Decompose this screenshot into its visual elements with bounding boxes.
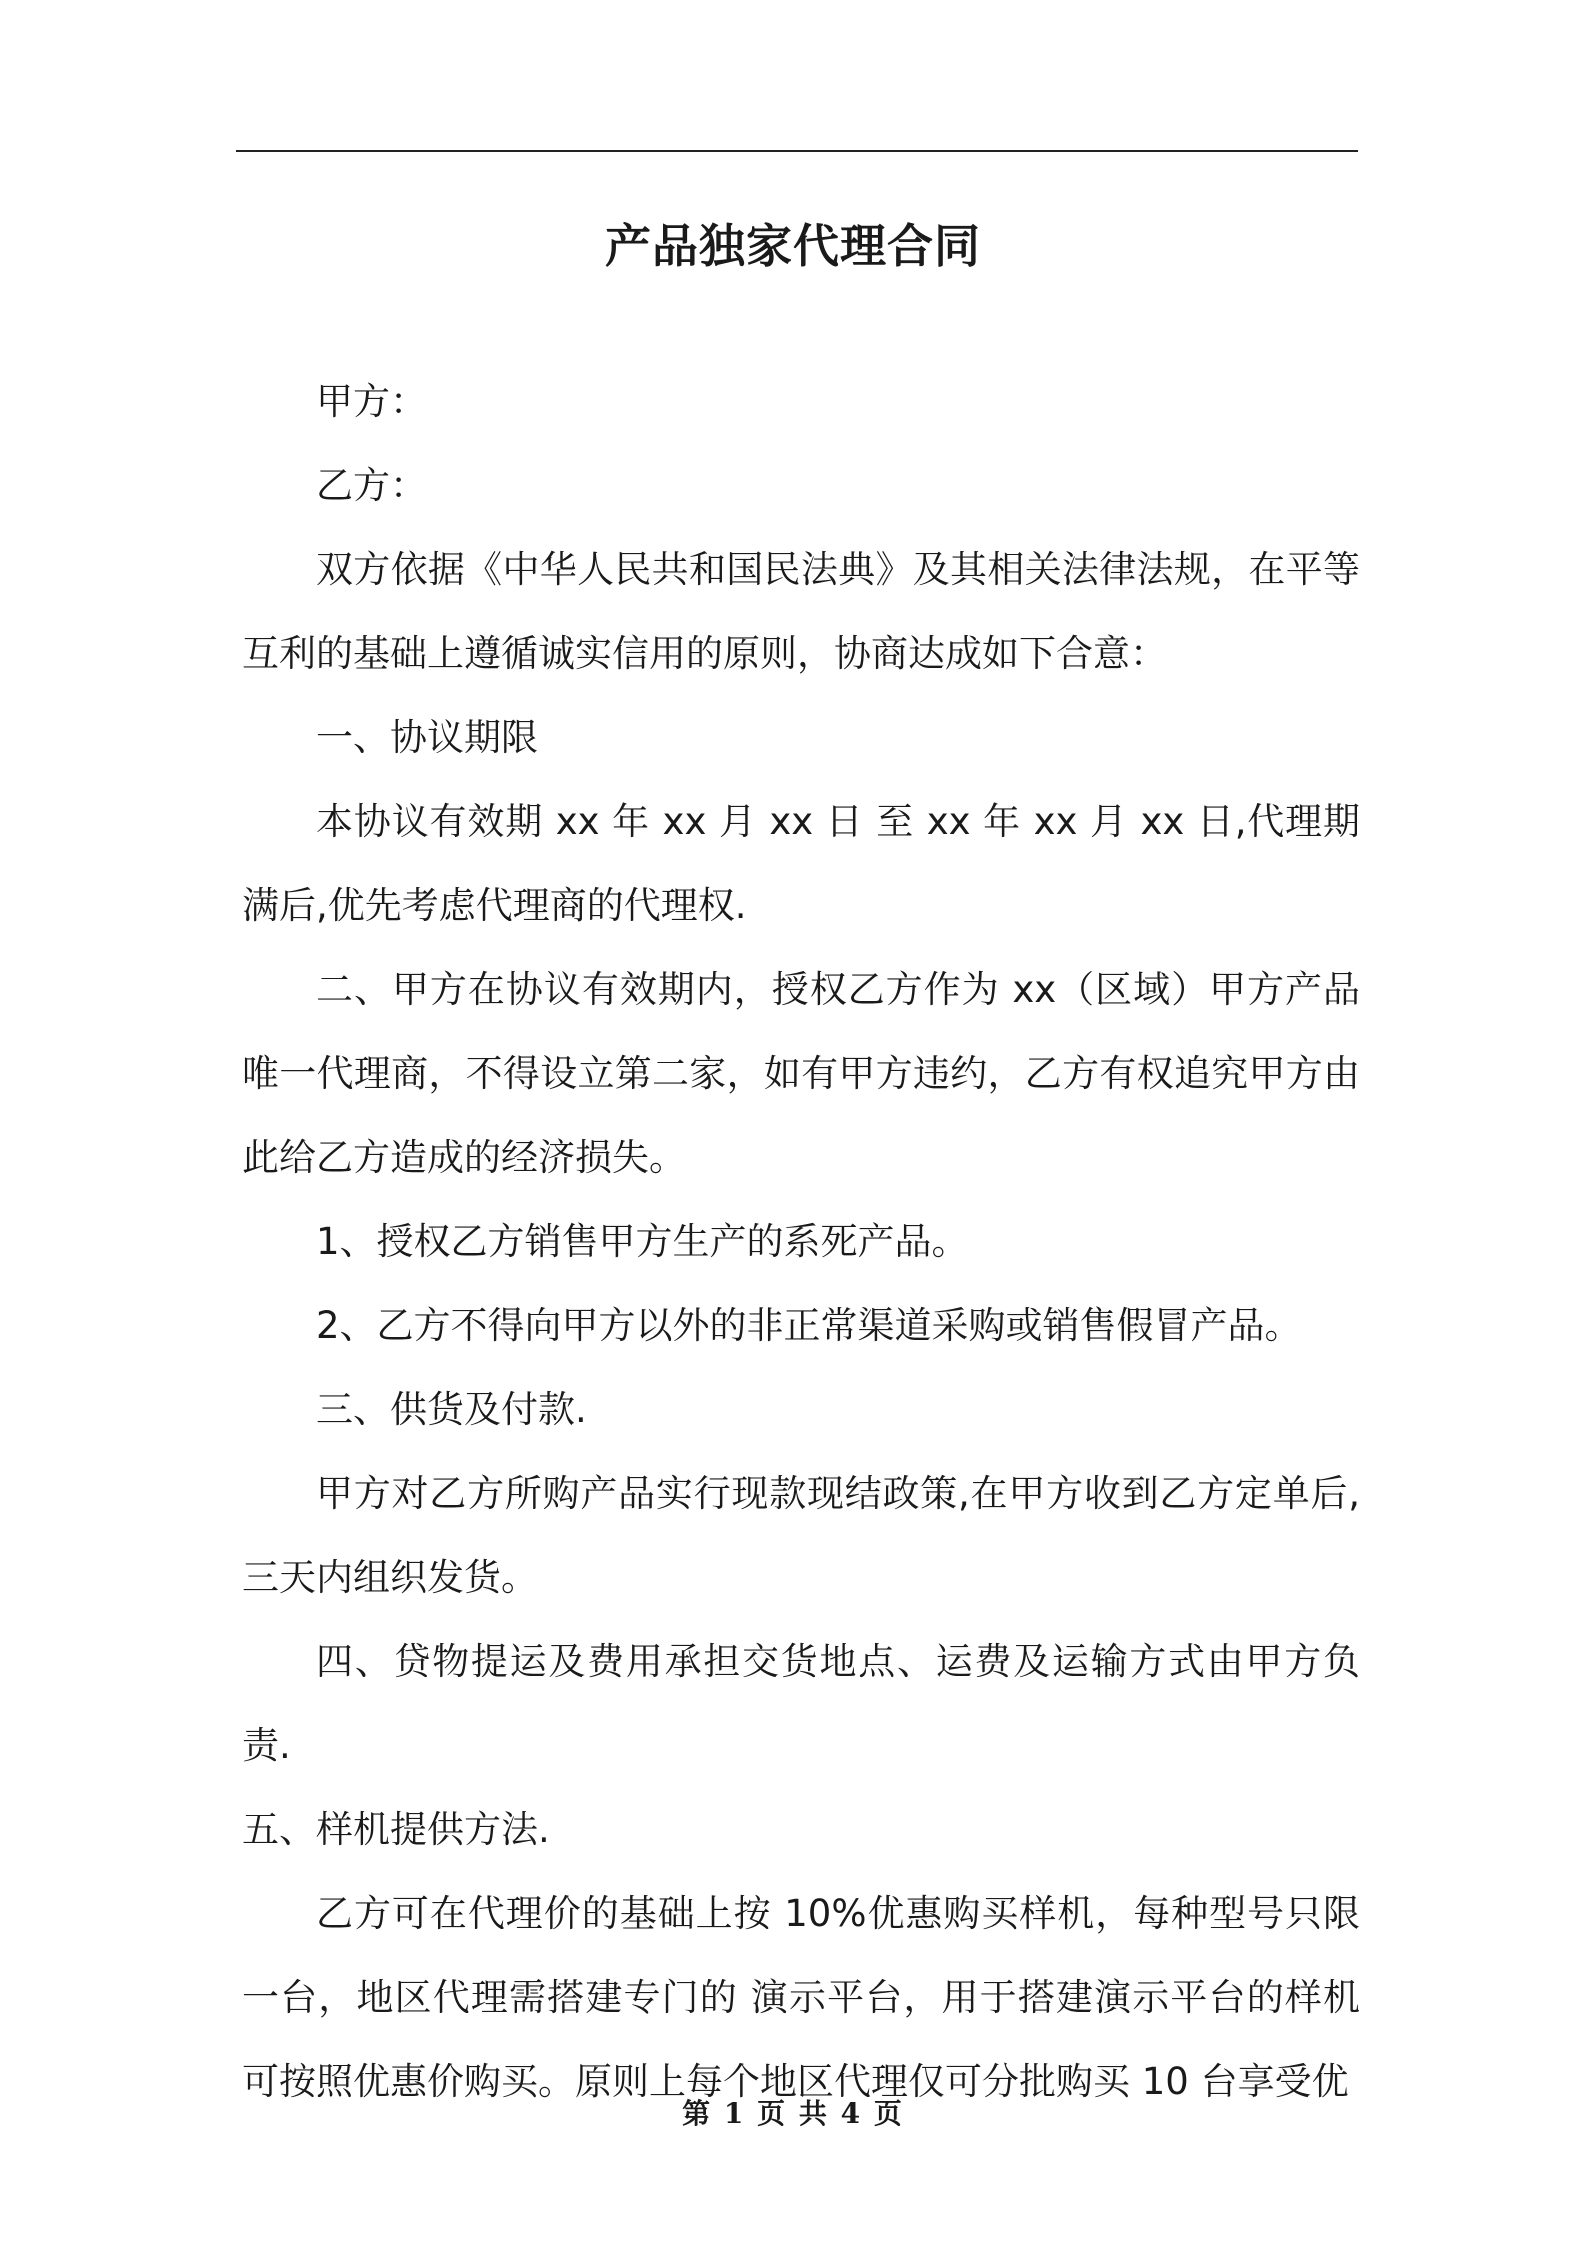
clause-item-1: 1、授权乙方销售甲方生产的系死产品。 xyxy=(316,1220,969,1263)
term-paragraph: 本协议有效期 xx 年 xx 月 xx 日 至 xx 年 xx 月 xx 日,代理期满后,优先考虑代理商的代理权. xyxy=(242,800,1360,927)
section-heading-samples: 五、样机提供方法. xyxy=(242,1808,550,1851)
party-b-line: 乙方： xyxy=(316,464,427,507)
supply-paragraph: 甲方对乙方所购产品实行现款现结政策,在甲方收到乙方定单后,三天内组织发货。 xyxy=(242,1472,1360,1599)
header-rule xyxy=(236,150,1358,152)
section-heading-term: 一、协议期限 xyxy=(316,716,538,759)
document-body xyxy=(242,360,1360,2124)
preamble-paragraph: 双方依据《中华人民共和国民法典》及其相关法律法规，在平等互利的基础上遵循诚实信用的原则，协商达成如下合意： xyxy=(242,548,1360,675)
page-number: 第 1 页 共 4 页 xyxy=(682,2097,904,2130)
section-heading-supply: 三、供货及付款. xyxy=(316,1388,587,1431)
document-title: 产品独家代理合同 xyxy=(605,219,981,273)
party-a-line: 甲方： xyxy=(316,380,427,423)
clause-item-2: 2、乙方不得向甲方以外的非正常渠道采购或销售假冒产品。 xyxy=(316,1304,1302,1347)
samples-paragraph: 乙方可在代理价的基础上按 10%优惠购买样机，每种型号只限一台，地区代理需搭建专门的 演示平台，用于搭建演示平台的样机可按照优惠价购买。原则上每个地区代理仅可分批购买 10 台享受优 xyxy=(242,1892,1360,2103)
section-heading-delivery: 四、贷物提运及费用承担交货地点、运费及运输方式由甲方负责. xyxy=(242,1640,1360,1767)
authorization-paragraph: 二、甲方在协议有效期内，授权乙方作为 xx（区域）甲方产品唯一代理商，不得设立第二家，如有甲方违约，乙方有权追究甲方由此给乙方造成的经济损失。 xyxy=(242,968,1360,1179)
